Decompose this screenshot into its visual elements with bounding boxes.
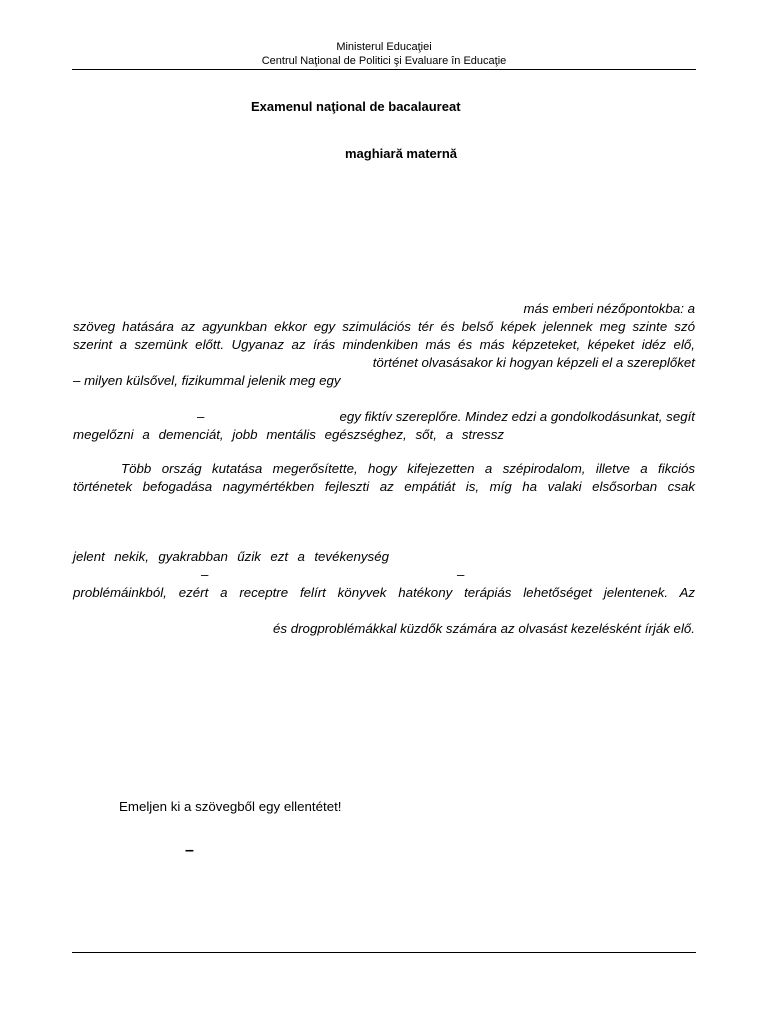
text-line: Több ország kutatása megerősítette, hogy kifejezetten a szépirodalom, illetve a fikciós bbox=[121, 461, 695, 476]
header-center: Centrul Naţional de Politici şi Evaluare în Educaţie bbox=[261, 55, 507, 67]
text-line: problémáinkból, ezért a receptre felírt könyvek hatékony terápiás lehetőséget jelentenek. Az bbox=[73, 585, 695, 600]
text-line: történet olvasásakor ki hogyan képzeli el a szereplőket bbox=[372, 355, 695, 370]
text-line: szerint a szemünk előtt. Ugyanaz az írás mindenkiben más és más képzeteket, képeket idéz elő, bbox=[73, 337, 695, 352]
text-dash: – bbox=[457, 567, 465, 582]
subject-title: maghiară maternă bbox=[345, 146, 457, 161]
text-dash: – bbox=[197, 409, 205, 424]
text-line: más emberi nézőpontokba: a bbox=[523, 301, 695, 316]
text-line: történetek befogadása nagymértékben fejleszti az empátiát is, míg ha valaki elsősorban csak bbox=[73, 479, 695, 494]
exam-title: Examenul naţional de bacalaureat bbox=[251, 99, 461, 114]
text-line: megelőzni a demenciát, jobb mentális egészséghez, sőt, a stressz bbox=[73, 427, 504, 442]
text-dash: – bbox=[201, 567, 209, 582]
question-text: Emeljen ki a szövegből egy ellentétet! bbox=[119, 799, 342, 814]
text-line: – milyen külsővel, fizikummal jelenik meg egy bbox=[73, 373, 341, 388]
text-line: szöveg hatására az agyunkban ekkor egy szimulációs tér és belső képek jelennek meg szinte szó bbox=[73, 319, 695, 334]
text-line: és drogproblémákkal küzdők számára az olvasást kezelésként írják elő. bbox=[272, 621, 695, 636]
text-line: egy fiktív szereplőre. Mindez edzi a gondolkodásunkat, segít bbox=[339, 409, 695, 424]
footer-rule bbox=[72, 952, 696, 953]
answer-dash: – bbox=[185, 842, 194, 859]
header-ministry: Ministerul Educaţiei bbox=[336, 41, 432, 53]
text-line: jelent nekik, gyakrabban űzik ezt a tevékenység bbox=[73, 549, 389, 564]
header-rule bbox=[72, 69, 696, 70]
